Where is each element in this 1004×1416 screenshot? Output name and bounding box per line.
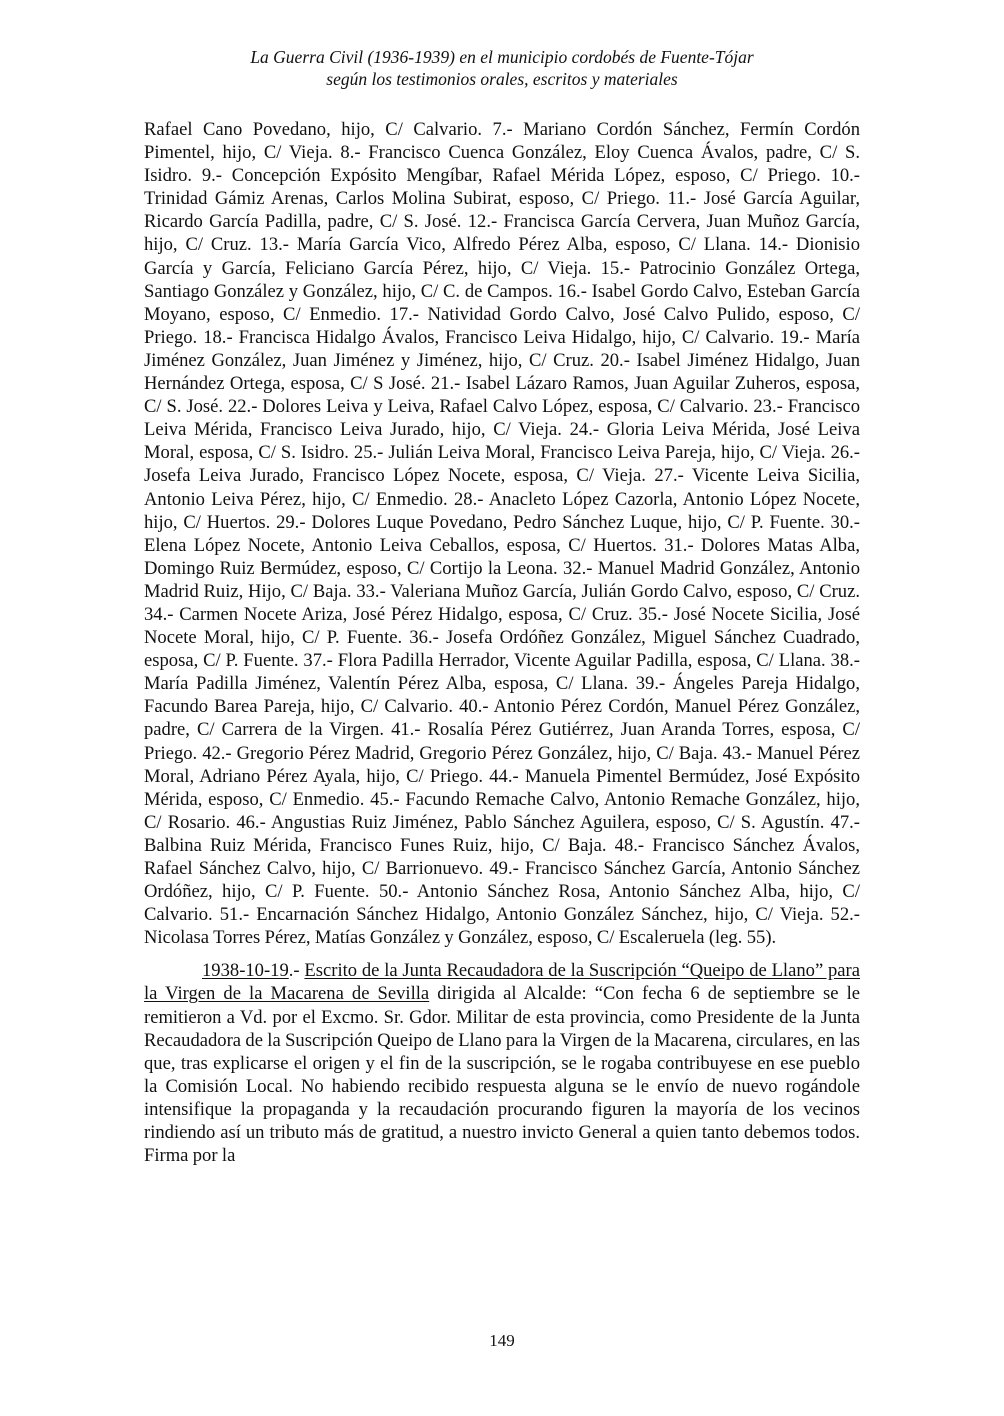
paragraph-document-entry bbox=[144, 959, 860, 1167]
header-title-line-1: La Guerra Civil (1936-1939) en el municipio cordobés de Fuente-Tójar bbox=[250, 47, 754, 67]
entry-date: 1938-10-19 bbox=[202, 960, 289, 982]
entry-date-suffix: .- bbox=[288, 960, 305, 982]
page-number: 149 bbox=[489, 1331, 515, 1350]
entry-title: Escrito de la Junta Recaudadora de la Suscripción “Queipo de Llano” para la Virgen de la Macarena de Sevilla bbox=[144, 960, 860, 1005]
running-header bbox=[144, 46, 860, 90]
header-title-line-2: según los testimonios orales, escritos y materiales bbox=[326, 69, 678, 89]
body-text bbox=[144, 118, 860, 1167]
paragraph-list-of-names: Rafael Cano Povedano, hijo, C/ Calvario. 7.- Mariano Cordón Sánchez, Fermín Cordón Pimentel, hijo, C/ Vieja. 8.- Francisco Cuenca González, Eloy Cuenca Ávalos, padre, C/ S. Isidro. 9.- Concepción Expósito Mengíbar, Rafael Mérida López, esposo, C/ Priego. 10.- Trinidad Gámiz Arenas, Carlos Molina Subirat, esposo, C/ Priego. 11.- José García Aguilar, Ricardo García Padilla, padre, C/ S. José. 12.- Francisca García Cervera, Juan Muñoz García, hijo, C/ Cruz. 13.- María García Vico, Alfredo Pérez Alba, esposo, C/ Llana. 14.- Dionisio García y García, Feliciano García Pérez, hijo, C/ Vieja. 15.- Patrocinio González Ortega, Santiago González y González, hijo, C/ C. de Campos. 16.- Isabel Gordo Calvo, Esteban García Moyano, esposo, C/ Enmedio. 17.- Natividad Gordo Calvo, José Calvo Pulido, esposo, C/ Priego. 18.- Francisca Hidalgo Ávalos, Francisco Leiva Hidalgo, hijo, C/ Calvario. 19.- María Jiménez González, Juan Jiménez y Jiménez, hijo, C/ Cruz. 20.- Isabel Jiménez Hidalgo, Juan Hernández Ortega, esposa, C/ S José. 21.- Isabel Lázaro Ramos, Juan Aguilar Zuheros, esposa, C/ S. José. 22.- Dolores Leiva y Leiva, Rafael Calvo López, esposa, C/ Calvario. 23.- Francisco Leiva Mérida, Francisco Leiva Jurado, hijo, C/ Vieja. 24.- Gloria Leiva Mérida, José Leiva Moral, esposa, C/ S. Isidro. 25.- Julián Leiva Moral, Francisco Leiva Pareja, hijo, C/ Vieja. 26.- Josefa Leiva Jurado, Francisco López Nocete, esposa, C/ Vieja. 27.- Vicente Leiva Sicilia, Antonio Leiva Pérez, hijo, C/ Enmedio. 28.- Anacleto López Cazorla, Antonio López Nocete, hijo, C/ Huertos. 29.- Dolores Luque Povedano, Pedro Sánchez Luque, hijo, C/ P. Fuente. 30.- Elena López Nocete, Antonio Leiva Ceballos, esposa, C/ Huertos. 31.- Dolores Matas Alba, Domingo Ruiz Bermúdez, esposo, C/ Cortijo la Leona. 32.- Manuel Madrid González, Antonio Madrid Ruiz, Hijo, C/ Baja. 33.- Valeriana Muñoz García, Julián Gordo Calvo, esposo, C/ Cruz. 34.- Carmen Nocete Ariza, José Pérez Hidalgo, esposa, C/ Cruz. 35.- José Nocete Sicilia, José Nocete Moral, hijo, C/ P. Fuente. 36.- Josefa Ordóñez González, Miguel Sánchez Cuadrado, esposa, C/ P. Fuente. 37.- Flora Padilla Herrador, Vicente Aguilar Padilla, esposa, C/ Llana. 38.- María Padilla Jiménez, Valentín Pérez Alba, esposa, C/ Llana. 39.- Ángeles Pareja Hidalgo, Facundo Barea Pareja, hijo, C/ Calvario. 40.- Antonio Pérez Cordón, Manuel Pérez González, padre, C/ Carrera de la Virgen. 41.- Rosalía Pérez Gutiérrez, Juan Aranda Torres, esposa, C/ Priego. 42.- Gregorio Pérez Madrid, Gregorio Pérez González, hijo, C/ Baja. 43.- Manuel Pérez Moral, Adriano Pérez Ayala, hijo, C/ Priego. 44.- Manuela Pimentel Bermúdez, José Expósito Mérida, esposo, C/ Enmedio. 45.- Facundo Remache Calvo, Antonio Remache González, hijo, C/ Rosario. 46.- Angustias Ruiz Jiménez, Pablo Sánchez Aguilera, esposo, C/ S. Agustín. 47.- Balbina Ruiz Mérida, Francisco Funes Ruiz, hijo, C/ Baja. 48.- Francisco Sánchez Ávalos, Rafael Sánchez Calvo, hijo, C/ Barrionuevo. 49.- Francisco Sánchez García, Antonio Sánchez Ordóñez, hijo, C/ P. Fuente. 50.- Antonio Sánchez Rosa, Antonio Sánchez Alba, hijo, C/ Calvario. 51.- Encarnación Sánchez Hidalgo, Antonio González Sánchez, hijo, C/ Vieja. 52.- Nicolasa Torres Pérez, Matías González y González, esposo, C/ Escaleruela (leg. 55). bbox=[144, 119, 860, 949]
entry-body: dirigida al Alcalde: “Con fecha 6 de septiembre se le remitieron a Vd. por el Excmo. Sr. Gdor. Militar de esta provincia, como Presidente de la Junta Recaudadora de la Suscripción Queipo de Llano para la Virgen de la Macarena, circulares, en las que, tras explicarse el origen y el fin de la suscripción, se le rogaba contribuyese en ese pueblo la Comisión Local. No habiendo recibido respuesta alguna se le envío de nuevo rogándole intensifique la propaganda y la recaudación procurando figuren la mayoría de los vecinos rindiendo así un tributo más de gratitud, a nuestro invicto General a quien tanto debemos todos. Firma por la bbox=[144, 983, 860, 1167]
